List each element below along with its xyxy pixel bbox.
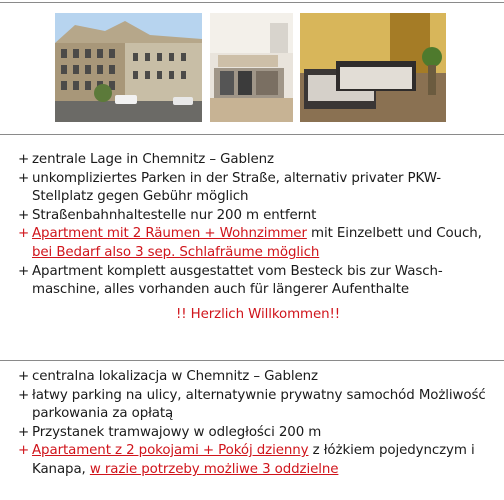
- feature-text: Przystanek tramwajowy w odległości 200 m: [32, 424, 322, 440]
- german-section: [18, 151, 498, 324]
- section-divider-2: [0, 360, 504, 361]
- list-item: [18, 424, 498, 443]
- list-item: [18, 263, 498, 300]
- feature-text: Apartament z 2 pokojami + Pokój dzienny z łóżkiem pojedynczym i Kanapa, w razie potrzeby możliwe 3 oddzielne: [32, 443, 475, 477]
- polish-section: [18, 368, 498, 480]
- building-photo: [55, 13, 202, 122]
- plus-marker: +: [18, 207, 30, 223]
- plus-marker: +: [18, 152, 30, 167]
- plus-marker: +: [18, 443, 30, 459]
- list-item: [18, 442, 498, 479]
- welcome-message: !! Herzlich Willkommen!!: [175, 306, 341, 322]
- plus-marker: +: [18, 263, 30, 279]
- list-item: [18, 387, 498, 424]
- top-divider: [0, 2, 504, 3]
- feature-text: centralna lokalizacja w Chemnitz – Gablenz: [32, 369, 318, 384]
- feature-text: unkompliziertes Parken in der Straße, alternativ privater PKW-Stellplatz gegen Gebühr möglich: [32, 170, 442, 205]
- plus-marker: +: [18, 424, 30, 440]
- bedroom-photo: [300, 13, 446, 122]
- plus-marker: +: [18, 369, 30, 384]
- list-item: [18, 170, 498, 207]
- feature-text: zentrale Lage in Chemnitz – Gablenz: [32, 152, 274, 167]
- feature-text: łatwy parking na ulicy, alternatywnie prywatny samochód Możliwość parkowania za opłatą: [32, 387, 486, 422]
- kitchen-photo: [210, 13, 293, 122]
- list-item: [18, 151, 498, 170]
- feature-text: Apartment mit 2 Räumen + Wohnzimmer mit Einzelbett und Couch, bei Bedarf also 3 sep. Schlafräume möglich: [32, 226, 482, 260]
- list-item: [18, 207, 498, 226]
- section-divider-1: [0, 134, 504, 135]
- list-item: [18, 368, 498, 387]
- feature-text: Apartment komplett ausgestattet vom Besteck bis zur Wasch-maschine, alles vorhanden auch für längerer Aufenthalte: [32, 263, 443, 298]
- plus-marker: +: [18, 226, 30, 242]
- plus-marker: +: [18, 387, 30, 403]
- list-item: [18, 225, 498, 262]
- plus-marker: +: [18, 170, 30, 186]
- feature-text: Straßenbahnhaltestelle nur 200 m entfernt: [32, 207, 317, 223]
